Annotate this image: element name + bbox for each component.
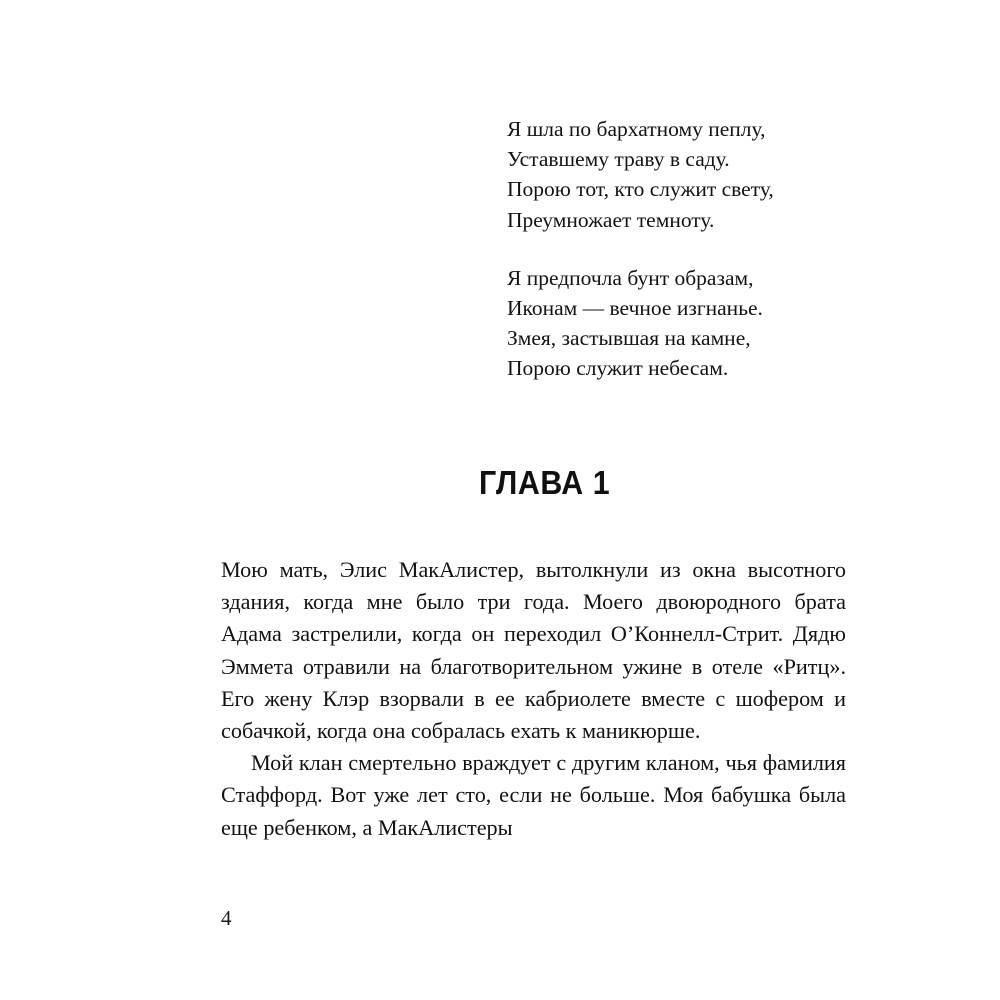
verse-line: Уставшему траву в саду. [507,147,730,172]
epigraph-stanza-2 [507,263,907,384]
paragraph: Мою мать, Элис МакАлистер, вытолкнули из окна высотного здания, когда мне было три года. Моего двоюродного брата Адама застрелили, когда он переходил О’Коннелл-Стрит. Дядю Эммета отравили на благотворительном ужине в отеле «Ритц». Его жену Клэр взорвали в ее кабриолете вместе с шофером и собачкой, когда она собралась ехать к маникюрше. [221,557,846,744]
body-text [221,554,846,844]
epigraph-stanza-1 [507,114,907,235]
chapter-heading: ГЛАВА 1 [479,464,611,501]
paragraph: Мой клан смертельно враждует с другим кланом, чья фамилия Стаффорд. Вот уже лет сто, если не больше. Моя бабушка была еще ребенком, а МакАлистеры [221,750,846,840]
verse-line: Иконам — вечное изгнанье. [507,296,763,321]
verse-line: Я предпочла бунт образам, [507,265,754,290]
verse-line: Порою тот, кто служит свету, [507,177,774,202]
verse-line: Порою служит небесам. [507,356,729,381]
verse-line: Я шла по бархатному пеплу, [507,117,766,141]
epigraph [507,114,907,384]
verse-line: Преумножает темноту. [507,207,715,232]
verse-line: Змея, застывшая на камне, [507,326,751,351]
page-number: 4 [221,906,232,930]
